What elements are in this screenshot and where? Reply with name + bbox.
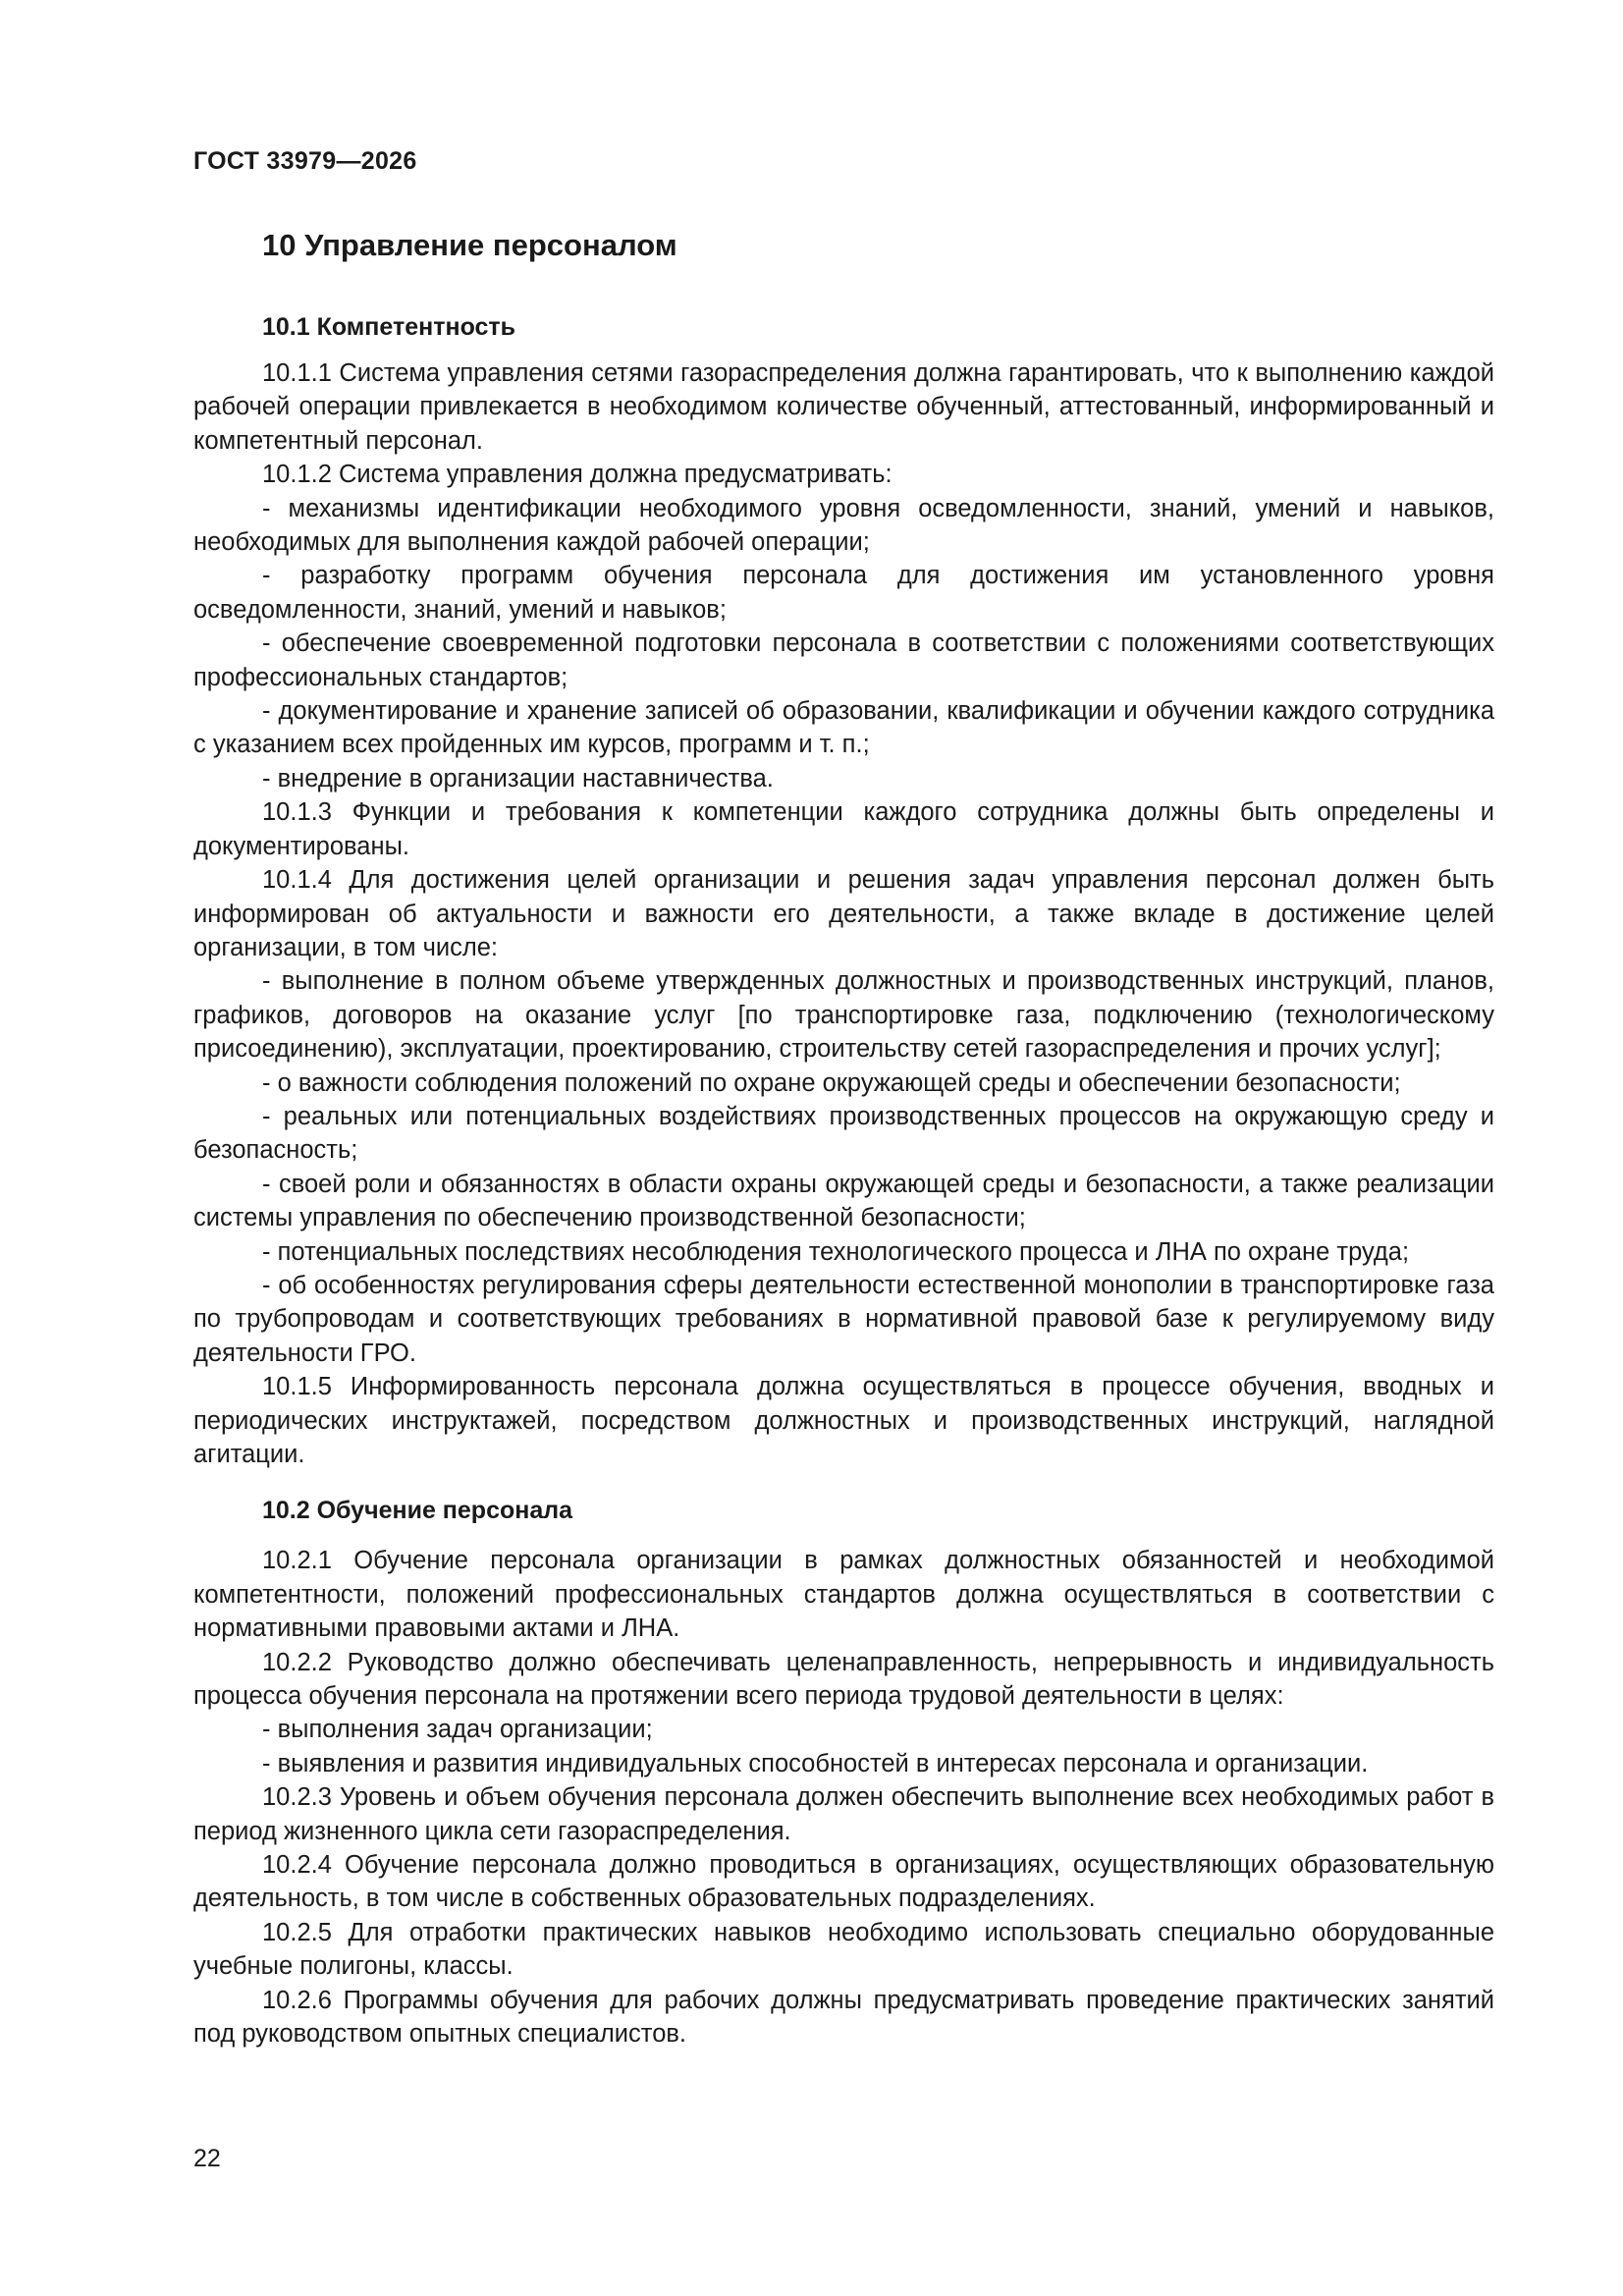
list-item: - разработку программ обучения персонала для достижения им установленного уровня осведомленности, знаний, умений и навыков;: [193, 562, 1494, 624]
document-code: ГОСТ 33979—2026: [193, 147, 417, 175]
section-title-training: 10.2 Обучение персонала: [262, 1497, 573, 1525]
list-item: - потенциальных последствиях несоблюдения технологического процесса и ЛНА по охране труда;: [262, 1237, 1410, 1266]
paragraph: 10.1.2 Система управления должна предусматривать:: [262, 461, 893, 489]
page-number: 22: [193, 2145, 221, 2172]
list-item: - внедрение в организации наставничества.: [262, 764, 774, 793]
section-body-competence: [193, 356, 1494, 1471]
list-item: - своей роли и обязанностях в области охраны окружающей среды и безопасности, а также реализации системы управления по обеспечению производственной безопасности;: [193, 1170, 1494, 1232]
section-title-competence: 10.1 Компетентность: [262, 313, 516, 341]
list-item: - документирование и хранение записей об образовании, квалификации и обучении каждого сотрудника с указанием всех пройденных им курсов, программ и т. п.;: [193, 697, 1494, 759]
paragraph: 10.1.3 Функции и требования к компетенции каждого сотрудника должны быть определены и документированы.: [193, 798, 1494, 860]
paragraph: 10.1.1 Система управления сетями газораспределения должна гарантировать, что к выполнению каждой рабочей операции привлекается в необходимом количестве обученный, аттестованный, информированный и компетентный персонал.: [193, 359, 1494, 455]
paragraph: 10.1.5 Информированность персонала должна осуществляться в процессе обучения, вводных и периодических инструктажей, посредством должностных и производственных инструкций, наглядной агитации.: [193, 1373, 1494, 1468]
paragraph: 10.2.6 Программы обучения для рабочих должны предусматривать проведение практических занятий под руководством опытных специалистов.: [193, 1986, 1494, 2049]
section-body-training: [193, 1544, 1494, 2050]
chapter-title: 10 Управление персоналом: [262, 228, 677, 262]
paragraph: 10.2.5 Для отработки практических навыков необходимо использовать специально оборудованные учебные полигоны, классы.: [193, 1918, 1494, 1981]
list-item: - выявления и развития индивидуальных способностей в интересах персонала и организации.: [262, 1749, 1369, 1777]
list-item: - выполнение в полном объеме утвержденных должностных и производственных инструкций, планов, графиков, договоров на оказание услуг [по транспортировке газа, подключению (технологическому присоединению), эксплуатации, проектированию, строительству сетей газораспределения и прочих услуг];: [193, 967, 1494, 1064]
paragraph: 10.2.2 Руководство должно обеспечивать целенаправленность, непрерывность и индивидуальность процесса обучения персонала на протяжении всего периода трудовой деятельности в целях:: [193, 1648, 1494, 1711]
list-item: - выполнения задач организации;: [262, 1716, 653, 1744]
page-content: [193, 220, 1494, 2051]
list-item: - о важности соблюдения положений по охране окружающей среды и обеспечении безопасности;: [262, 1068, 1401, 1097]
paragraph: 10.2.4 Обучение персонала должно проводиться в организациях, осуществляющих образовательную деятельность, в том числе в собственных образовательных подразделениях.: [193, 1851, 1494, 1913]
list-item: - механизмы идентификации необходимого уровня осведомленности, знаний, умений и навыков, необходимых для выполнения каждой рабочей операции;: [193, 494, 1494, 557]
list-item: - обеспечение своевременной подготовки персонала в соответствии с положениями соответствующих профессиональных стандартов;: [193, 629, 1494, 691]
paragraph: 10.1.4 Для достижения целей организации и решения задач управления персонал должен быть информирован об актуальности и важности его деятельности, а также вкладе в достижение целей организации, в том числе:: [193, 866, 1494, 961]
list-item: - об особенностях регулирования сферы деятельности естественной монополии в транспортировке газа по трубопроводам и соответствующих требованиях в нормативной правовой базе к регулируемому виду деятельности ГРО.: [193, 1271, 1494, 1367]
paragraph: 10.2.3 Уровень и объем обучения персонала должен обеспечить выполнение всех необходимых работ в период жизненного цикла сети газораспределения.: [193, 1783, 1494, 1845]
list-item: - реальных или потенциальных воздействиях производственных процессов на окружающую среду и безопасность;: [193, 1102, 1494, 1165]
paragraph: 10.2.1 Обучение персонала организации в рамках должностных обязанностей и необходимой компетентности, положений профессиональных стандартов должна осуществляться в соответствии с нормативными правовыми актами и ЛНА.: [193, 1547, 1494, 1643]
